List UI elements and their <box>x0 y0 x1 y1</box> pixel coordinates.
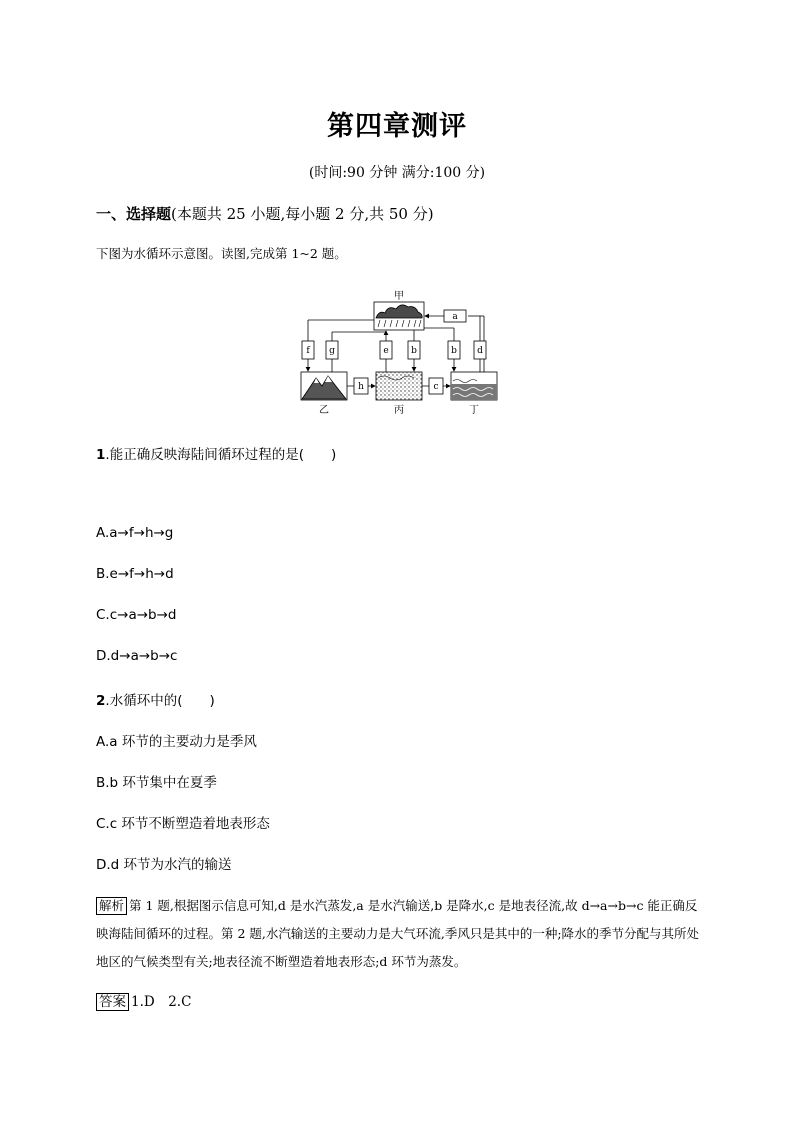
option-c: C.c→a→b→d <box>96 607 177 623</box>
label-bing: 丙 <box>394 405 404 416</box>
page-title: 第四章测评 <box>327 111 467 142</box>
arrow-label-b: b <box>411 346 417 356</box>
label-yi: 乙 <box>319 405 329 416</box>
arrow-label-h: h <box>358 382 364 392</box>
arrow-label-g: g <box>329 346 335 356</box>
question-stem: .能正确反映海陆间循环过程的是( ) <box>105 447 337 463</box>
question-2 <box>96 689 215 709</box>
question-number: 1 <box>96 447 106 463</box>
section-heading <box>96 203 434 224</box>
analysis-text: 第 1 题,根据图示信息可知,d 是水汽蒸发,a 是水汽输送,b 是降水,c 是地表径流,故 d→a→b→c 能正确反映海陆间循环的过程。第 2 题,水汽输送的主要动力是大气环流,季风只是其中的一种;降水的季节分配与其所处地区的气候类型有关;地表径流不断塑造着地表形态;d 环节为蒸发。 <box>96 898 700 969</box>
option-b: B.b 环节集中在夏季 <box>96 775 217 791</box>
option-a: A.a→f→h→g <box>96 525 174 541</box>
arrow-label-b: b <box>451 346 457 356</box>
option-c: C.c 环节不断塑造着地表形态 <box>96 816 270 832</box>
question-intro: 下图为水循环示意图。读图,完成第 1~2 题。 <box>96 246 347 261</box>
option-d: D.d→a→b→c <box>96 648 178 664</box>
arrow-label-a: a <box>452 312 458 322</box>
analysis-block <box>96 892 700 976</box>
exam-info: (时间:90 分钟 满分:100 分) <box>308 165 486 181</box>
water-cycle-diagram <box>296 286 502 418</box>
answer-text: 1.D 2.C <box>131 994 192 1010</box>
option-a: A.a 环节的主要动力是季风 <box>96 734 257 750</box>
label-ding: 丁 <box>469 405 479 416</box>
arrow-label-c: c <box>433 382 439 392</box>
arrow-label-f: f <box>306 346 310 356</box>
question-1 <box>96 443 336 463</box>
answer-block <box>96 990 191 1011</box>
section-description: (本题共 25 小题,每小题 2 分,共 50 分) <box>171 205 434 223</box>
arrow-label-d: d <box>477 346 483 356</box>
question-stem: .水循环中的( ) <box>105 693 215 709</box>
arrow-label-e: e <box>383 346 389 356</box>
analysis-tag: 解析 <box>96 897 127 915</box>
label-jia: 甲 <box>394 291 404 302</box>
answer-tag: 答案 <box>96 993 129 1011</box>
section-lead: 一、选择题 <box>96 205 172 223</box>
question-number: 2 <box>96 693 106 709</box>
option-d: D.d 环节为水汽的输送 <box>96 857 232 873</box>
option-b: B.e→f→h→d <box>96 566 174 582</box>
